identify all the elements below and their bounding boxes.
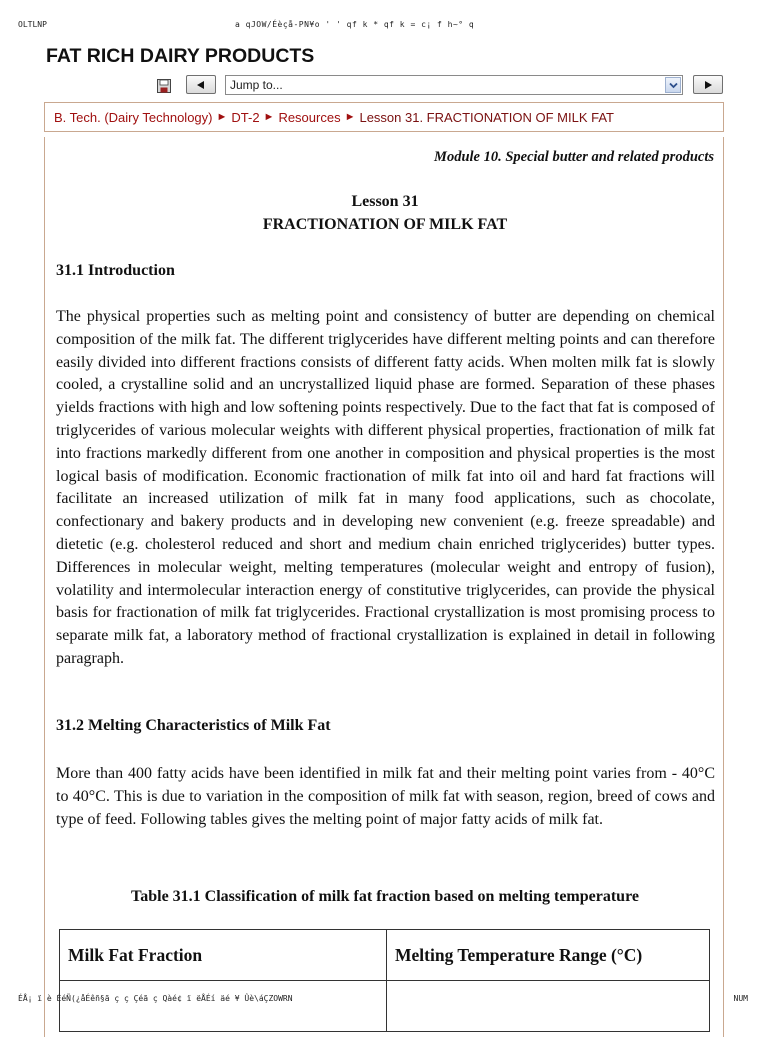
table-header-row xyxy=(60,930,710,981)
chevron-down-icon xyxy=(669,82,678,89)
breadcrumb-separator-icon: ► xyxy=(216,111,228,123)
jump-to-select[interactable] xyxy=(225,75,683,95)
module-label: Module 10. Special butter and related products xyxy=(434,149,714,165)
breadcrumb-separator-icon: ► xyxy=(344,111,356,123)
milk-fat-fraction-table xyxy=(59,929,710,1032)
triangle-left-icon xyxy=(196,80,206,90)
breadcrumb xyxy=(44,102,724,132)
dropdown-arrow-button[interactable] xyxy=(665,77,681,93)
navigation-bar xyxy=(0,74,768,98)
introduction-paragraph: The physical properties such as melting point and consistency of butter are depending on chemical composition of the milk fat. The different triglycerides have different melting points and can therefore easily divided into different fractions consists of different fatty acids. When molten milk fat is slowly cooled, a crystalline solid and an uncrystallized liquid phase are formed. Separation of these phases yields fractions with high and low softening points respectively. Due to the fact that fat is composed of triglycerides of various molecular weights with different physical properties, fractionation of milk fat into fractions markedly different from one another in composition and physical properties is the most logical basis of modification. Economic fractionation of milk fat into oil and hard fat fractions will facilitate an increased utilization of milk fat in many food applications, such as chocolate, confectionary and bakery products and in developing new convenient (e.g. freeze spreadable) and dietetic (e.g. cholesterol reduced and short and medium chain enriched triglycerides) butter types. Differences in molecular weight, melting temperatures (molecular weight and entropy of fusion), volatility and intermolecular interaction energy of constitutive triglycerides, can provide the physical basis for fractionation of milk fat triglycerides. Fractional crystallization is most promising process to separate milk fat, a laboratory method of fractional crystallization is explained in detail in following paragraph. xyxy=(56,308,715,667)
lesson-title: FRACTIONATION OF MILK FAT xyxy=(262,216,508,233)
save-disk-icon[interactable] xyxy=(157,79,171,93)
section-heading-introduction: 31.1 Introduction xyxy=(56,262,175,279)
table-header-fraction: Milk Fat Fraction xyxy=(60,930,387,981)
jump-to-value: Jump to... xyxy=(230,78,283,92)
breadcrumb-link-dt2[interactable]: DT-2 xyxy=(231,109,260,125)
next-button[interactable] xyxy=(693,75,723,94)
table-caption: Table 31.1 Classification of milk fat fraction based on melting temperature xyxy=(131,888,639,905)
breadcrumb-separator-icon: ► xyxy=(263,111,275,123)
breadcrumb-current-page: Lesson 31. FRACTIONATION OF MILK FAT xyxy=(359,109,614,125)
previous-button[interactable] xyxy=(186,75,216,94)
header-garbled-text-center: a qJOW/Éèçå-PN¥o ' ' qf k * qf k = c¡ f h~° q xyxy=(235,20,475,29)
table-header-melting-range: Melting Temperature Range (°C) xyxy=(387,930,710,981)
footer-garbled-text-right: NUM xyxy=(733,994,748,1003)
melting-characteristics-paragraph: More than 400 fatty acids have been identified in milk fat and their melting point varies from - 40°C to 40°C. This is due to variation in the composition of milk fat with season, region, breed of cows and type of feed. Following tables gives the melting point of major fatty acids of milk fat. xyxy=(56,765,715,828)
triangle-right-icon xyxy=(703,80,713,90)
section-heading-melting-characteristics: 31.2 Melting Characteristics of Milk Fat xyxy=(56,717,331,734)
lesson-number: Lesson 31 xyxy=(351,193,419,210)
breadcrumb-link-resources[interactable]: Resources xyxy=(278,109,341,125)
lesson-content xyxy=(44,137,724,1037)
breadcrumb-link-btech[interactable]: B. Tech. (Dairy Technology) xyxy=(54,109,213,125)
footer-garbled-text-left: ÉÅ¡ ï è ÉéÑ(¿åÉêñ§ã ç ç Çéã ç Qàé¢ ï ëÅÉí äé ¥ Ûè\áÇZOWRN xyxy=(18,994,293,1003)
header-garbled-text-left: OLTLNP xyxy=(18,20,47,29)
course-title: FAT RICH DAIRY PRODUCTS xyxy=(46,45,315,67)
